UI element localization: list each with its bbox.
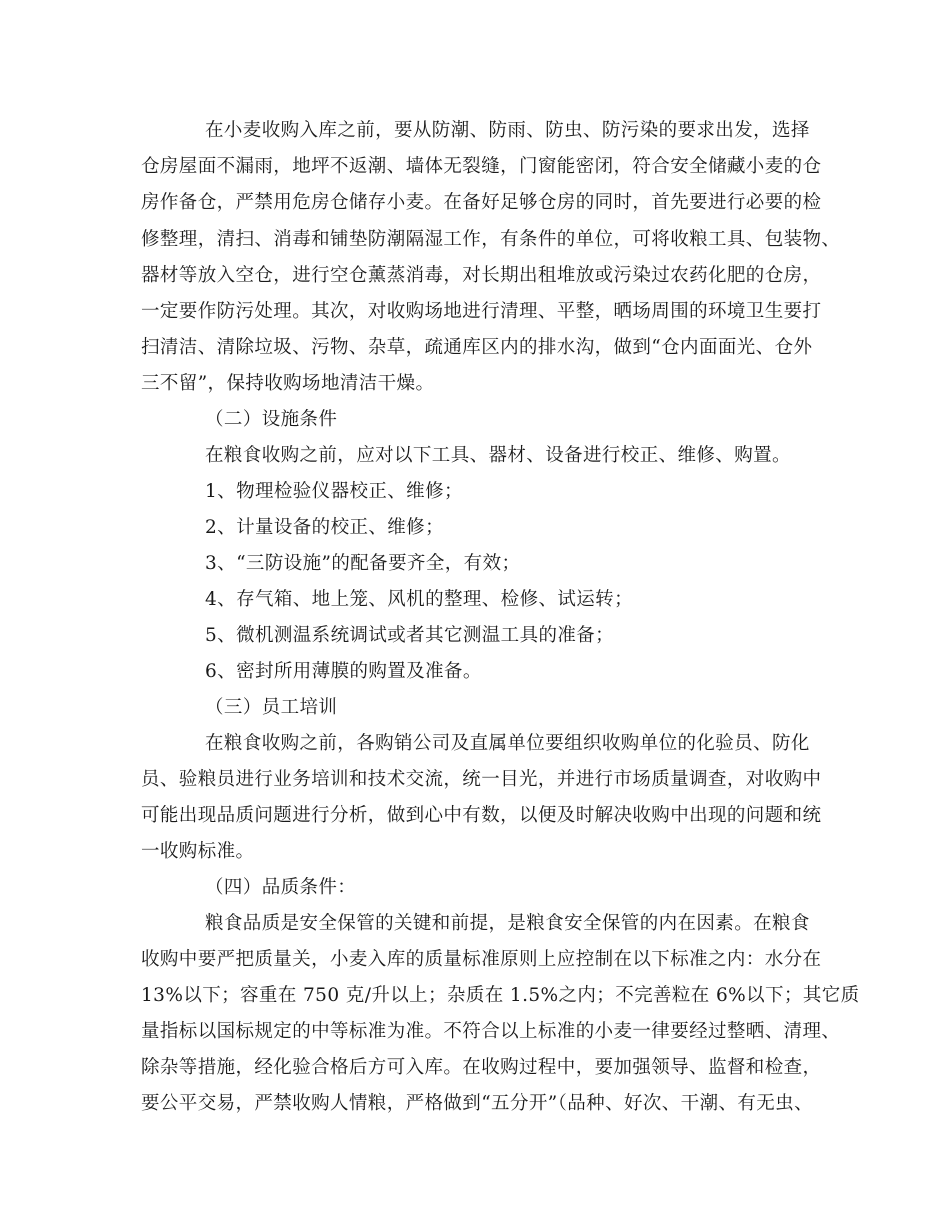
intro-line-1: 在小麦收购入库之前，要从防潮、防雨、防虫、防污染的要求出发，选择	[205, 120, 810, 141]
intro-line-4: 修整理，清扫、消毒和铺垫防潮隔湿工作，有条件的单位，可将收粮工具、包装物、	[141, 229, 841, 250]
facilities-intro: 在粮食收购之前，应对以下工具、器材、设备进行校正、维修、购置。	[205, 445, 791, 466]
quality-line-4: 量指标以国标规定的中等标准为准。不符合以上标准的小麦一律要经过整晒、清理、	[141, 1021, 841, 1042]
quality-line-3: 13%以下；容重在 750 克/升以上；杂质在 1.5%之内；不完善粒在 6%以下；其它质	[141, 985, 860, 1006]
quality-line-5: 除杂等措施，经化验合格后方可入库。在收购过程中，要加强领导、监督和检查，	[141, 1057, 822, 1078]
quality-line-2: 收购中要严把质量关，小麦入库的质量标准原则上应控制在以下标准之内：水分在	[141, 949, 822, 970]
intro-line-6: 一定要作防污处理。其次，对收购场地进行清理、平整，晒场周围的环境卫生要打	[141, 301, 822, 322]
training-line-3: 可能出现品质问题进行分析，做到心中有数，以便及时解决收购中出现的问题和统	[141, 805, 822, 826]
intro-line-3: 房作备仓，严禁用危房仓储存小麦。在备好足够仓房的同时，首先要进行必要的检	[141, 192, 822, 213]
intro-line-2: 仓房屋面不漏雨，地坪不返潮、墙体无裂缝，门窗能密闭，符合安全储藏小麦的仓	[141, 156, 822, 177]
quality-line-1: 粮食品质是安全保管的关键和前提，是粮食安全保管的内在因素。在粮食	[205, 913, 810, 934]
facilities-item-6: 6、密封所用薄膜的购置及准备。	[205, 661, 482, 682]
facilities-item-4: 4、存气箱、地上笼、风机的整理、检修、试运转；	[205, 589, 633, 610]
intro-line-7: 扫清洁、清除垃圾、污物、杂草，疏通库区内的排水沟，做到“仓内面面光、仓外	[141, 337, 813, 358]
quality-line-6: 要公平交易，严禁收购人情粮，严格做到“五分开”（品种、好次、干潮、有无虫、	[141, 1093, 813, 1114]
facilities-item-5: 5、微机测温系统调试或者其它测温工具的准备；	[205, 625, 615, 646]
quality-heading: （四）品质条件：	[205, 877, 357, 898]
intro-line-8: 三不留”，保持收购场地清洁干燥。	[141, 373, 435, 394]
facilities-heading: （二）设施条件	[205, 409, 338, 430]
training-line-2: 员、验粮员进行业务培训和技术交流，统一目光，并进行市场质量调查，对收购中	[141, 769, 822, 790]
facilities-item-1: 1、物理检验仪器校正、维修；	[205, 481, 463, 502]
facilities-item-2: 2、计量设备的校正、维修；	[205, 517, 444, 538]
intro-line-5: 器材等放入空仓，进行空仓薰蒸消毒，对长期出租堆放或污染过农药化肥的仓房，	[141, 265, 822, 286]
training-line-1: 在粮食收购之前，各购销公司及直属单位要组织收购单位的化验员、防化	[205, 733, 810, 754]
training-heading: （三）员工培训	[205, 697, 338, 718]
training-line-4: 一收购标准。	[141, 841, 255, 862]
facilities-item-3: 3、“三防设施”的配备要齐全，有效；	[205, 553, 521, 574]
